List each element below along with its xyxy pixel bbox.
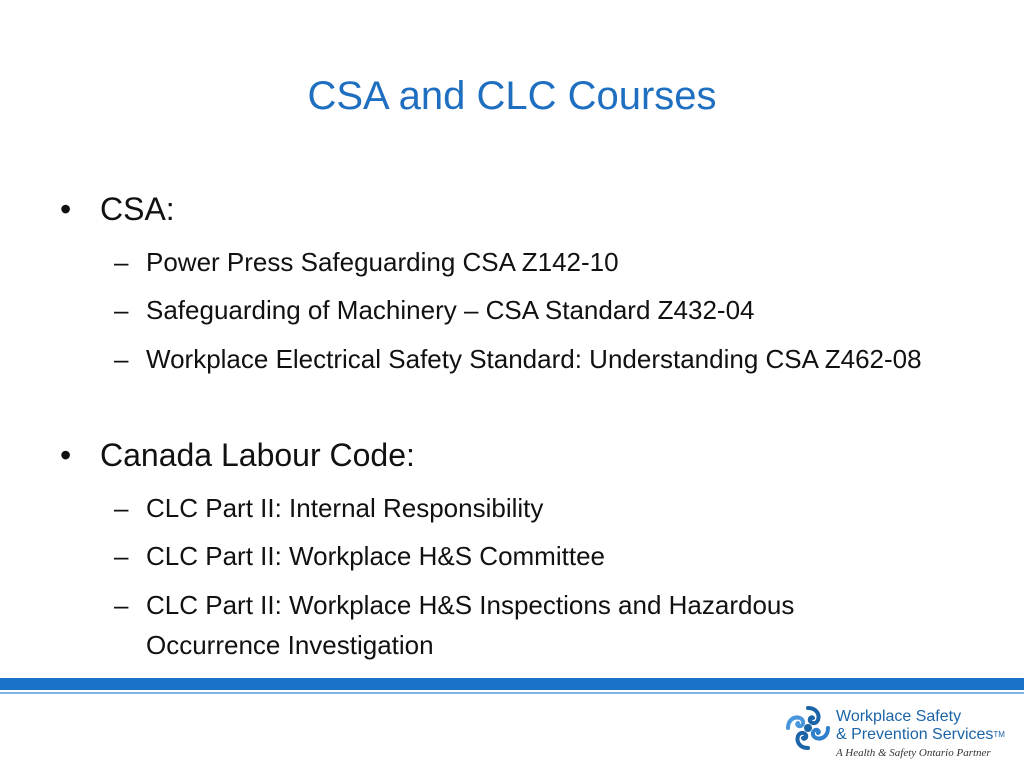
- wsps-logo-icon: [782, 702, 834, 754]
- slide-title: CSA and CLC Courses: [307, 74, 717, 118]
- sub-bullet-marker: –: [114, 344, 129, 374]
- sub-bullet-marker: –: [114, 541, 129, 571]
- sub-bullet-power-press: [114, 242, 934, 282]
- sub-bullet-internal-responsibility: [114, 488, 934, 528]
- logo-line-workplace-safety: Workplace Safety: [836, 708, 962, 725]
- sub-bullet-marker: –: [114, 247, 129, 277]
- sub-bullet-text: CLC Part II: Internal Responsibility: [146, 493, 544, 523]
- bullet-marker: •: [60, 191, 72, 227]
- logo-line-prevention-services: [836, 726, 1005, 744]
- footer-rule-bar: [0, 678, 1024, 690]
- logo-tagline: A Health & Safety Ontario Partner: [836, 747, 991, 759]
- sub-bullet-marker: –: [114, 295, 129, 325]
- sub-bullet-text: CLC Part II: Workplace H&S Committee: [146, 541, 605, 571]
- sub-bullet-electrical: [114, 339, 934, 379]
- footer-rule-line: [0, 692, 1024, 694]
- sub-bullet-committee: [114, 536, 934, 576]
- bullet-heading-clc: Canada Labour Code:: [100, 437, 415, 473]
- logo-line2-text: & Prevention Services: [836, 726, 994, 743]
- logo-trademark: TM: [993, 730, 1005, 739]
- sub-bullet-text: Workplace Electrical Safety Standard: Understanding CSA Z462-08: [146, 344, 922, 374]
- sub-bullet-text: Safeguarding of Machinery – CSA Standard Z432-04: [146, 295, 755, 325]
- sub-bullet-machinery: [114, 290, 934, 330]
- sub-bullet-text: CLC Part II: Workplace H&S Inspections and Hazardous Occurrence Investigation: [146, 590, 795, 660]
- sub-bullet-inspections: [114, 585, 934, 665]
- sub-bullet-marker: –: [114, 493, 129, 523]
- bullet-heading-csa: CSA:: [100, 191, 175, 227]
- wsps-logo: [782, 700, 1012, 764]
- sub-bullet-text: Power Press Safeguarding CSA Z142-10: [146, 247, 619, 277]
- bullet-marker: •: [60, 437, 72, 473]
- sub-bullet-marker: –: [114, 590, 129, 620]
